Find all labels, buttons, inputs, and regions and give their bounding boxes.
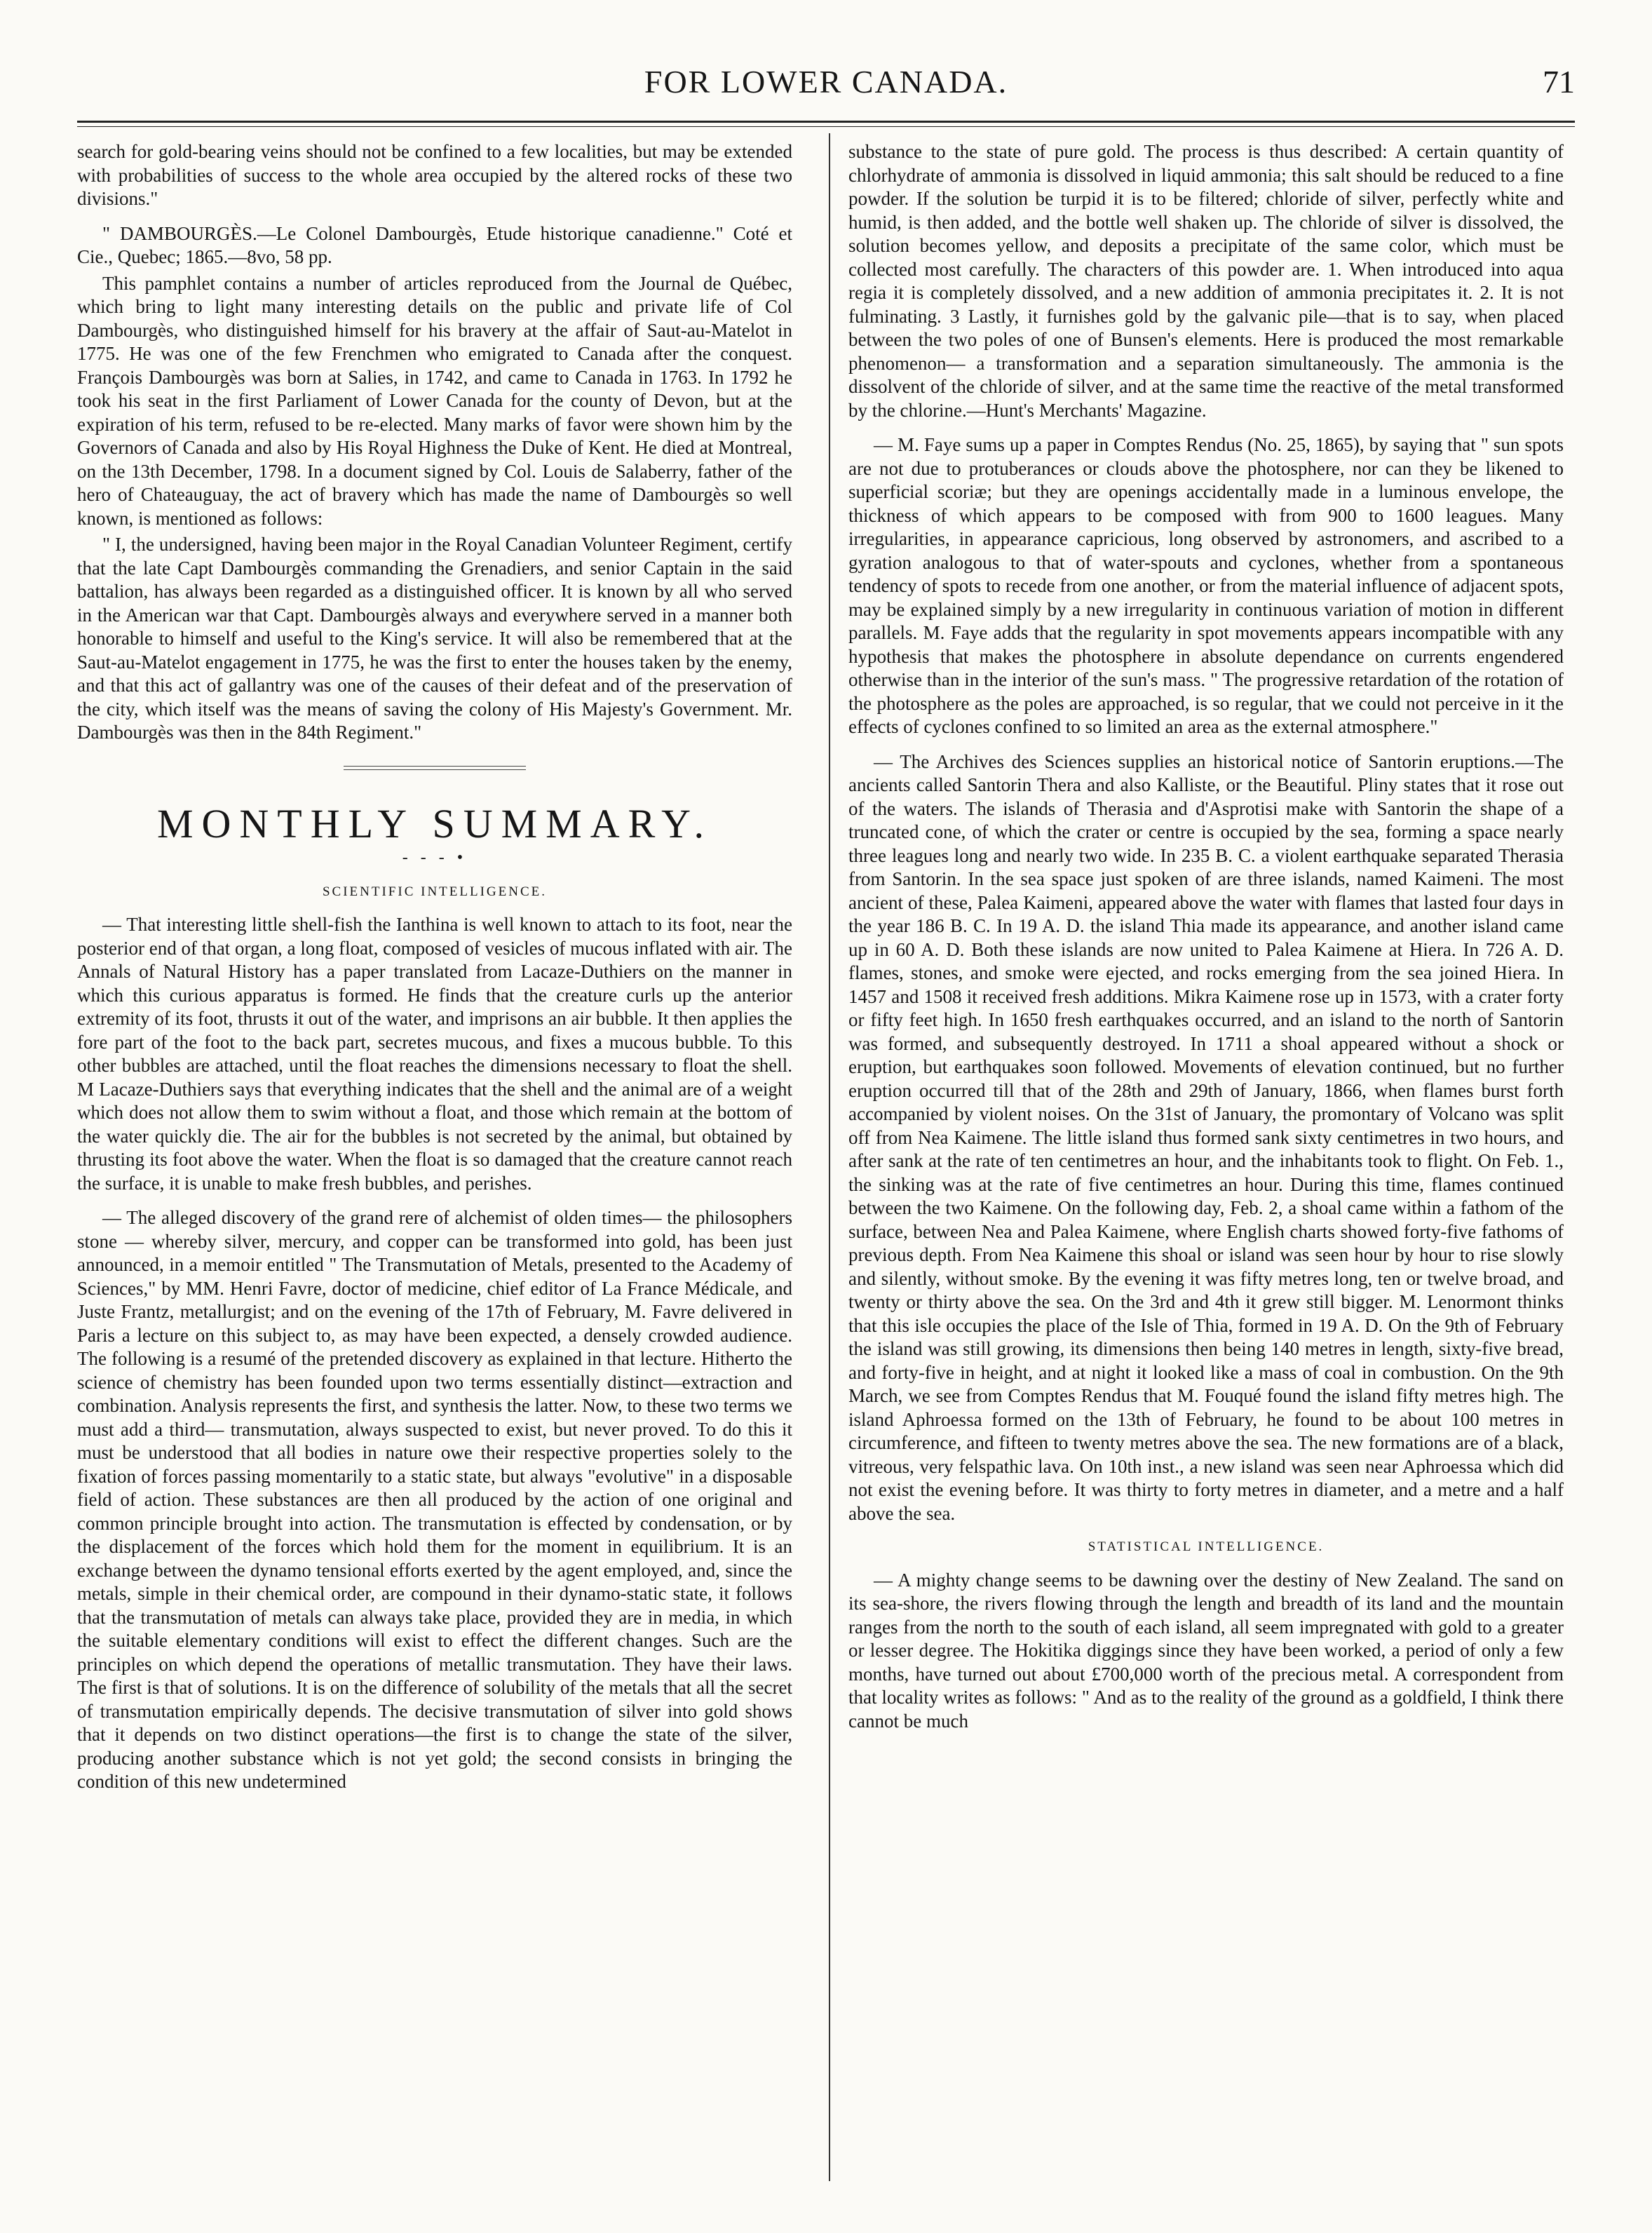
spacer [77,214,792,222]
section-title: MONTHLY SUMMARY. [156,800,713,846]
section-rule [344,766,526,767]
sub-heading: SCIENTIFIC INTELLIGENCE. [322,884,548,899]
left-column [77,140,792,1797]
paragraph: — A mighty change seems to be dawning over the destiny of New Zealand. The sand on its sea-shore, the rivers flowing through the length and breadth of its land and the mountain ranges from the north to the south of each island, all seem impregnated with gold to a greater or lesser degree. The Hokitika diggings since they have been worked, a period of only a few months, have turned out about £700,000 worth of the precious metal. A correspondent from that locality writes as follows: " And as to the reality of the ground as a goldfield, I think there cannot be much [848,1569,1564,1732]
section-rule [344,769,526,770]
header-rule [77,121,1575,123]
paragraph: " DAMBOURGÈS.—Le Colonel Dambourgès, Etude historique canadienne." Coté et Cie., Quebec; 1865.—8vo, 58 pp. [77,222,792,267]
paragraph: — The Archives des Sciences supplies an historical notice of Santorin eruptions.—The ancients called Santorin Thera and also Kalliste, or the Beautiful. Pliny states that it rose out of the waters. The islands of Therasia and d'Asprotisi make with Santorin the shape of a truncated cone, of which the crater or centre is occupied by the sea, forming a space nearly three leagues long and nearly two wide. In 235 B. C. a violent earthquake separated Therasia from Santorin. In the sea space just spoken of are three islands, named Kaimeni. The most ancient of these, Palea Kaimeni, appeared above the water with flames that lasted four days in the year 186 B. C. In 19 A. D. the island Thia made its appearance, and another island came up in 60 A. D. Both these islands are now united to Palea Kaimene at Hiera. In 726 A. D. flames, stones, and smoke were ejected, and rocks emerging from the sea joined Hiera. In 1457 and 1508 it received fresh additions. Mikra Kaimene rose up in 1573, with a crater forty or fifty feet high. In 1650 fresh earthquakes occurred, and an island to the north of Santorin was formed, and subsequently destroyed. In 1711 a shoal appeared without a shock or eruption, but earthquakes soon followed. Movements of elevation continued, but no further eruption occurred till that of the 28th and 29th of January, 1866, when flames burst forth accompanied by violent noises. On the 31st of January, the promontary of Volcano was split off from Nea Kaimene. The little island thus formed sank sixty centimetres in two hours, and after sank at the rate of ten centimetres an hour, and the inhabitants took to flight. On Feb. 1., the sinking was at the rate of five centimetres an hour. During this time, flames continued between the two Kaimene. On the following day, Feb. 2, a shoal came within a fathom of the surface, between Nea and Palea Kaimene, where English charts showed forty-five fathoms of previous depth. From Nea Kaimene this shoal or island was seen hour by hour to rise slowly and silently, without smoke. By the evening it was fifty metres long, ten or twelve broad, and twenty or thirty above the sea. On the 3rd and 4th it grew still bigger. M. Lenormont thinks that this isle occupies the place of the Isle of Thia, formed in 19 A. D. On the 9th of February the island was still growing, its dimensions then being 140 metres in length, sixty-five bread, and forty-five in height, and at night it looked like a mass of coal in combustion. On the 9th March, we see from Comptes Rendus that M. Fouqué found the island fifty metres high. The island Aphroessa formed on the 13th of February, he found to be about 100 metres in circumference, and fifteen to twenty metres above the sea. The new formations are of a black, vitreous, very felspathic lava. On 10th inst., a new island was seen near Aphroessa which did not exist the evening before. It was thirty to forty metres in diameter, and a metre and a half above the sea. [848,750,1564,1524]
header-rule-thin [77,126,1575,127]
paragraph: " I, the undersigned, having been major in the Royal Canadian Volunteer Regiment, certify that the late Capt Dambourgès commanding the Grenadiers, and senior Captain in the said battalion, has always been regarded as a distinguished officer. It is known by all who served in the American war that Capt. Dambourgès always and everywhere served in a manner both honorable to himself and useful to the King's service. It will also be remembered that at the Saut-au-Matelot engagement in 1775, he was the first to enter the houses taken by the enemy, and that this act of gallantry was one of the causes of their defeat and of the preservation of the city, which itself was the means of saving the colony of His Majesty's Government. Mr. Dambourgès was then in the 84th Regiment." [77,534,792,743]
ornament: - - - • [402,849,468,867]
paragraph: This pamphlet contains a number of articles reproduced from the Journal de Québec, which bring to light many interesting details on the public and private life of Col Dambourgès, who distinguished himself for his bravery at the affair of Saut-au-Matelot in 1775. He was one of the few Frenchmen who emigrated to Canada after the conquest. François Dambourgès was born at Salies, in 1742, and came to Canada in 1763. In 1792 he took his seat in the first Parliament of Lower Canada for the county of Devon, but at the expiration of his term, refused to be re-elected. Many marks of favor were shown him by the Governors of Canada and also by His Royal Highness the Duke of Kent. He died at Montreal, on the 13th December, 1798. In a document signed by Col. Louis de Salaberry, father of the hero of Chateauguay, the act of bravery which has made the name of Dambourgès so well known, is mentioned as follows: [77,272,792,529]
spacer [77,1198,792,1206]
paragraph: — The alleged discovery of the grand rere of alchemist of olden times— the philosophers stone — whereby silver, mercury, and copper can be transformed into gold, has been just announced, in a memoir entitled " The Transmutation of Metals, presented to the Academy of Sciences," by MM. Henri Favre, doctor of medicine, chief editor of La France Médicale, and Juste Frantz, metallurgist; and on the evening of the 17th of February, M. Favre delivered in Paris a lecture on this subject to, as may have been expected, a densely crowded audience. The following is a resumé of the pretended discovery as explained in that lecture. Hitherto the science of chemistry has been founded upon two terms essentially distinct—extraction and combination. Analysis represents the first, and synthesis the latter. Now, to these two terms we must add a third— transmutation, always suspected to exist, but never proved. To do this it must be understood that all bodies in nature owe their respective properties solely to the fixation of forces passing momentarily to a static state, but always "evolutive" in a disposable field of action. These substances are then all produced by the action of one original and common principle brought into action. The transmutation is effected by condensation, or by the displacement of the forces which hold them for the moment in equilibrium. It is an exchange between the dynamo tensional efforts exerted by the agent employed, and, since the metals, simple in their chemical order, are compound in their dynamo-static state, it follows that the transmutation of metals can always take place, provided they are in media, in which the suitable elementary conditions will exist to effect the different changes. Such are the principles on which depend the operations of metallic transmutation. They have their laws. The first is that of solutions. It is on the difference of solubility of the metals that all the secret of transmutation empirically depends. The decisive transmutation of silver into gold shows that it depends on two distinct operations—the first is to change the state of the silver, producing another substance which is not yet gold; the second consists in bringing the condition of this new undetermined [77,1207,792,1792]
paragraph: — That interesting little shell-fish the Ianthina is well known to attach to its foot, near the posterior end of that organ, a long float, composed of vesicles of mucous inflated with air. The Annals of Natural History has a paper translated from Lacaze-Duthiers on the manner in which this curious apparatus is formed. He finds that the creature curls up the anterior extremity of its foot, thrusts it out of the water, and imprisons an air bubble. It then applies the fore part of the foot to the back part, secretes mucous, and fixes a mucous bubble. To this other bubbles are attached, until the float reaches the dimensions necessary to float the shell. M Lacaze-Duthiers says that everything indicates that the shell and the animal are of a weight which does not allow them to swim without a float, and those which remain at the bottom of the water quickly die. The air for the bubbles is not secreted by the animal, but obtained by thrusting its foot above the water. When the float is so damaged that the creature cannot reach the surface, it is unable to make fresh bubbles, and perishes. [77,914,792,1194]
column-divider [829,133,830,2181]
page-header [77,63,1575,112]
spacer [848,425,1564,433]
running-title: FOR LOWER CANADA. [644,64,1008,100]
right-column [848,140,1564,1736]
sub-heading: STATISTICAL INTELLIGENCE. [1088,1539,1325,1554]
paragraph: substance to the state of pure gold. The process is thus described: A certain quantity of chlorhydrate of ammonia is dissolved in liquid ammonia; this salt should be reduced to a fine powder. If the solution be turpid it is to be filtered; chloride of silver, perfectly white and humid, is then added, and the bottle well shaken up. The chloride of silver is dissolved, the solution becomes yellow, and deposits a precipitate of the same color, which must be collected most carefully. The characters of this powder are. 1. When introduced into aqua regia it is completely dissolved, and a new addition of ammonia precipitates it. 2. It is not fulminating. 3 Lastly, it furnishes gold by the galvanic pile—that is to say, when placed between the two poles of one of Bunsen's elements. Here is produced the most remarkable phenomenon— a transformation and a separation simultaneously. The ammonia is the dissolvent of the chloride of silver, and at the same time the reactive of the metal transformed by the chlorine.—Hunt's Merchants' Magazine. [848,141,1564,421]
spacer [848,742,1564,750]
page-number: 71 [1543,64,1575,100]
paragraph: — M. Faye sums up a paper in Comptes Rendus (No. 25, 1865), by saying that " sun spots are not due to protuberances or clouds above the photosphere, nor can they be likened to superficial scoriæ; but they are openings accidentally made in a luminous envelope, the thickness of which appears to be composed with from 900 to 1600 leagues. Many irregularities, in appearance capricious, long observed by astronomers, and ascribed to a gyration analogous to that of water-spouts and cyclones, whether from a spontaneous tendency of spots to recede from one another, or from the material influence of adjacent spots, may be explained simply by a new irregularity in continuous variation of motion in different parallels. M. Faye adds that the regularity in spot movements appears incompatible with any hypothesis that makes the photosphere in absolute dependance on currents engendered otherwise than in the interior of the sun's mass. " The progressive retardation of the rotation of the photosphere as the poles are approached, is so regular, that we could not perceive in it the effects of cyclones confined to so limited an area as the external atmosphere." [848,434,1564,737]
paragraph: search for gold-bearing veins should not be confined to a few localities, but may be extended with probabilities of success to the whole area occupied by the altered rocks of these two divisions." [77,141,792,209]
